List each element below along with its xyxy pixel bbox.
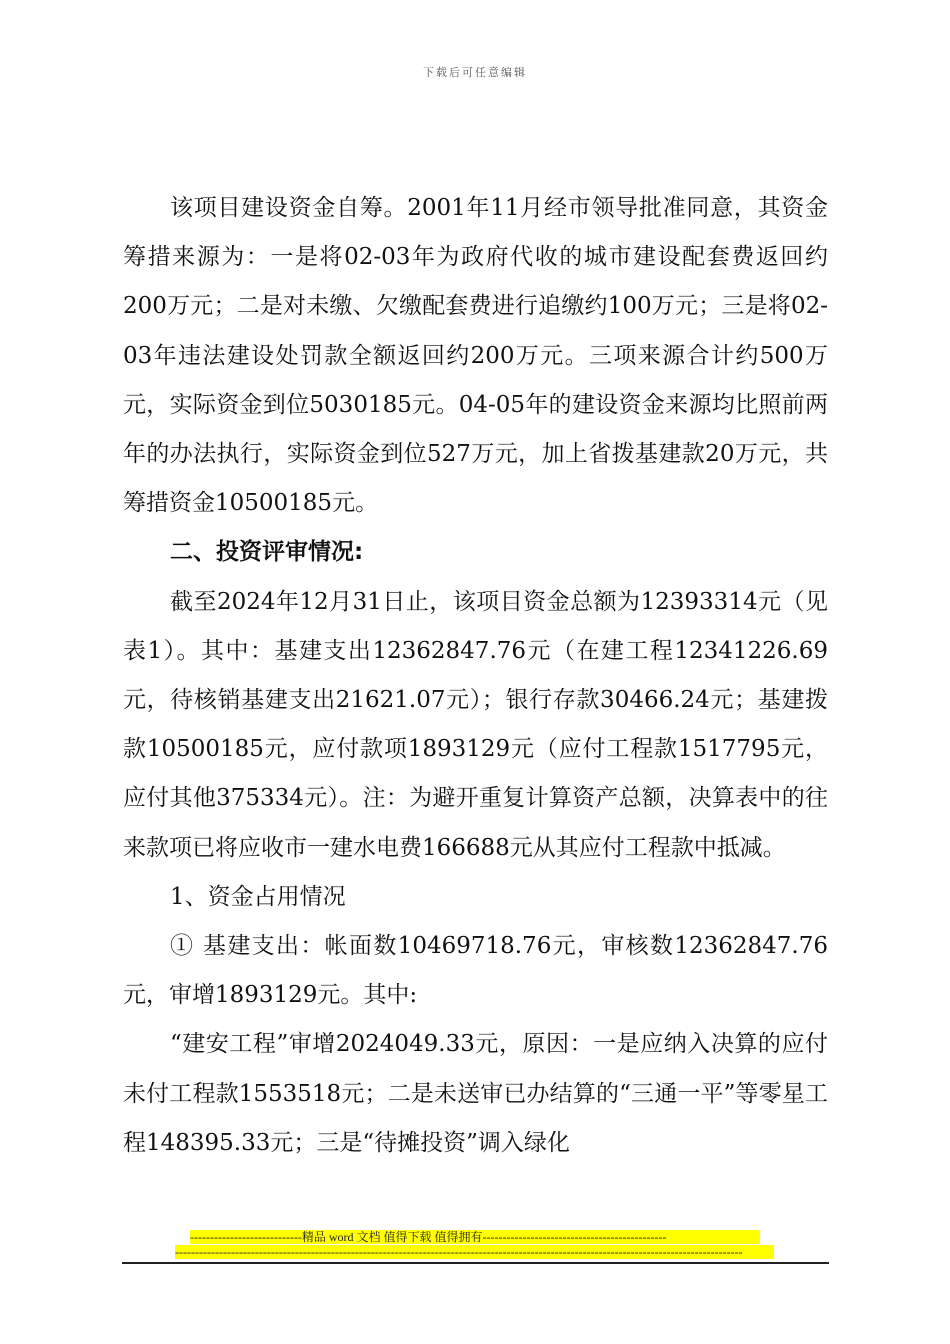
footer-banner: ----------------------------精品 word 文档 值得下载 值得拥有---------------------------------------------- (190, 1230, 760, 1244)
subheading-fund-usage: 1、资金占用情况 (170, 883, 346, 910)
paragraph-construction-works: “建安工程”审增2024049.33元，原因：一是应纳入决算的应付未付工程款1553518元；二是未送审已办结算的“三通一平”等零星工程148395.33元；三是“待摊投资”调入绿化 (123, 1031, 828, 1156)
document-body (123, 184, 828, 1168)
paragraph-capital-expenditure: ① 基建支出：帐面数10469718.76元，审核数12362847.76元，审增1893129元。其中: (123, 933, 828, 1009)
footer-dash-line: ---------------------------------------------------------------------------------------------------------------------------------------------- (175, 1245, 774, 1259)
paragraph-funding-source: 该项目建设资金自筹。2001年11月经市领导批准同意，其资金筹措来源为：一是将02-03年为政府代收的城市建设配套费返回约200万元；二是对未缴、欠缴配套费进行追缴约100万元；三是将02-03年违法建设处罚款全额返回约200万元。三项来源合计约500万元，实际资金到位5030185元。04-05年的建设资金来源均比照前两年的办法执行，实际资金到位527万元，加上省拨基建款20万元，共筹措资金10500185元。 (123, 195, 828, 517)
section-heading-investment-review: 二、投资评审情况: (170, 539, 364, 566)
paragraph-fund-total: 截至2024年12月31日止，该项目资金总额为12393314元（见表1）。其中：基建支出12362847.76元（在建工程12341226.69元，待核销基建支出21621.07元）；银行存款30466.24元；基建拨款10500185元，应付款项1893129元（应付工程款1517795元，应付其他375334元）。注：为避开重复计算资产总额，决算表中的往来款项已将应收市一建水电费166688元从其应付工程款中抵减。 (123, 588, 828, 861)
footer-divider (122, 1262, 829, 1264)
header-note: 下载后可任意编辑 (423, 66, 527, 79)
